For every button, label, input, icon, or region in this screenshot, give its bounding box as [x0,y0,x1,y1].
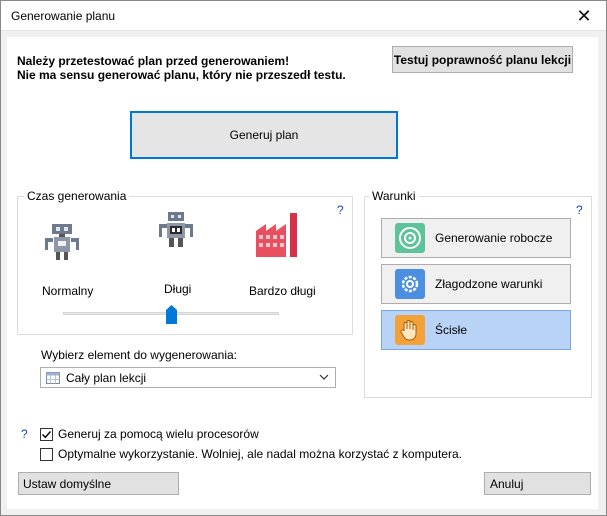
condition-draft-button[interactable] [381,218,571,258]
conditions-title: Warunki [369,189,419,203]
optimal-usage-option[interactable] [40,447,462,461]
condition-relaxed-label: Złagodzone warunki [435,277,543,291]
warning-line-1: Należy przetestować plan przed generowaniem! [17,54,290,68]
multi-cpu-option[interactable] [40,427,259,441]
condition-draft-label: Generowanie robocze [435,231,553,245]
optimal-usage-label: Optymalne wykorzystanie. Wolniej, ale nadal można korzystać z komputera. [58,447,462,461]
robot-icon[interactable] [43,222,81,262]
element-select-dropdown[interactable] [40,367,336,388]
condition-strict-button[interactable] [381,310,571,350]
title-bar [1,1,606,31]
set-defaults-button[interactable]: Ustaw domyślne [18,472,179,495]
condition-relaxed-button[interactable] [381,264,571,304]
generation-time-slider-thumb[interactable] [166,305,177,324]
test-warning [17,54,346,82]
condition-strict-label: Ścisłe [435,323,468,337]
test-plan-button[interactable]: Testuj poprawność planu lekcji [392,46,573,73]
element-select-label: Wybierz element do wygenerowania: [41,348,237,362]
mode-long-label: Długi [164,282,192,296]
target-icon [395,223,425,253]
generate-plan-button[interactable]: Generuj plan [130,111,398,159]
mode-normal-label: Normalny [42,284,94,298]
hand-icon [395,315,425,345]
options-help-link[interactable]: ? [21,427,28,441]
robot-worker-icon[interactable] [156,211,196,251]
warning-line-2: Nie ma sensu generować planu, który nie przeszedł testu. [17,68,346,82]
multi-cpu-checkbox[interactable] [40,428,53,441]
checkmark-icon [41,429,52,440]
mode-very-long-label: Bardzo długi [249,284,316,298]
optimal-usage-checkbox[interactable] [40,448,53,461]
factory-icon[interactable] [254,211,302,259]
close-button[interactable] [562,1,606,31]
multi-cpu-label: Generuj za pomocą wielu procesorów [58,427,259,441]
chevron-down-icon [319,372,329,382]
time-help-link[interactable]: ? [337,203,344,217]
close-icon: ✕ [576,5,592,26]
window-title: Generowanie planu [11,9,116,23]
element-select-value: Cały plan lekcji [66,370,147,385]
conditions-help-link[interactable]: ? [576,203,583,217]
calendar-icon [46,372,60,384]
gear-icon [395,269,425,299]
generation-time-title: Czas generowania [24,189,129,203]
cancel-button[interactable]: Anuluj [484,472,591,495]
